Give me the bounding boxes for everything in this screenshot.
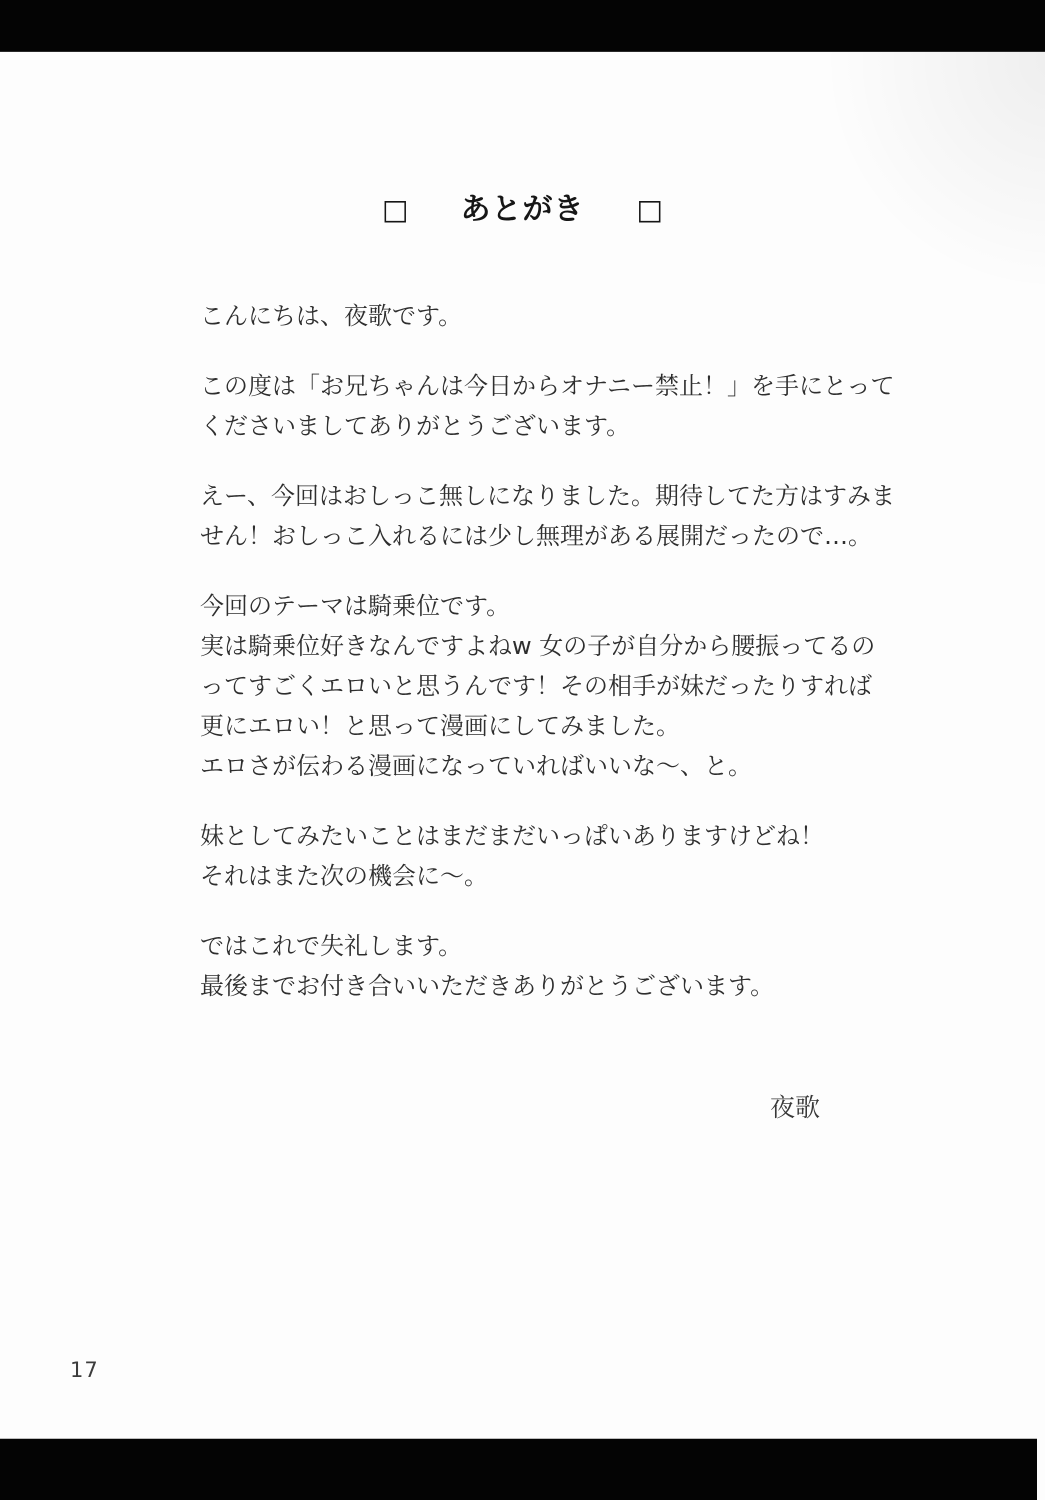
text-line: 実は騎乗位好きなんですよねw 女の子が自分から腰振ってるの [200, 632, 876, 660]
page-title [0, 191, 1045, 229]
text-line: エロさが伝わる漫画になっていればいいな〜、と。 [200, 752, 752, 780]
square-ornament-right: □ [636, 193, 663, 226]
page-title-text: あとがき [460, 192, 585, 227]
paragraph-theme [200, 586, 892, 786]
text-line: くださいましてありがとうございます。 [200, 412, 631, 440]
paragraph-apology [200, 476, 896, 556]
text-line: ってすごくエロいと思うんです！その相手が妹だったりすれば [200, 672, 872, 700]
afterword-body [200, 296, 896, 1128]
paragraph-next-time [200, 816, 892, 896]
text-line: 今回のテーマは騎乗位です。 [200, 592, 511, 620]
page-number: 17 [70, 1358, 99, 1382]
paragraph-thanks [200, 366, 895, 446]
text-line: えー、今回はおしっこ無しになりました。期待してた方はすみま [200, 482, 896, 510]
text-line: 最後までお付き合いいただきありがとうございます。 [200, 972, 775, 1000]
text-line: 妹としてみたいことはまだまだいっぱいありますけどね！ [200, 822, 824, 850]
square-ornament-left: □ [382, 193, 409, 226]
paragraph-closing [200, 926, 892, 1006]
scan-border-bottom [0, 1438, 1037, 1500]
text-line: 更にエロい！と思って漫画にしてみました。 [200, 712, 680, 740]
text-line: こんにちは、夜歌です。 [200, 302, 463, 330]
text-line: せん！おしっこ入れるには少し無理がある展開だったので…。 [200, 522, 872, 550]
text-line: それはまた次の機会に〜。 [200, 862, 488, 890]
author-signature: 夜歌 [769, 1093, 820, 1122]
text-line: ではこれで失礼します。 [200, 932, 463, 960]
paragraph-greeting [200, 296, 892, 336]
scan-border-top [0, 0, 1045, 52]
text-line: この度は「お兄ちゃんは今日からオナニー禁止！」を手にとって [200, 372, 895, 400]
